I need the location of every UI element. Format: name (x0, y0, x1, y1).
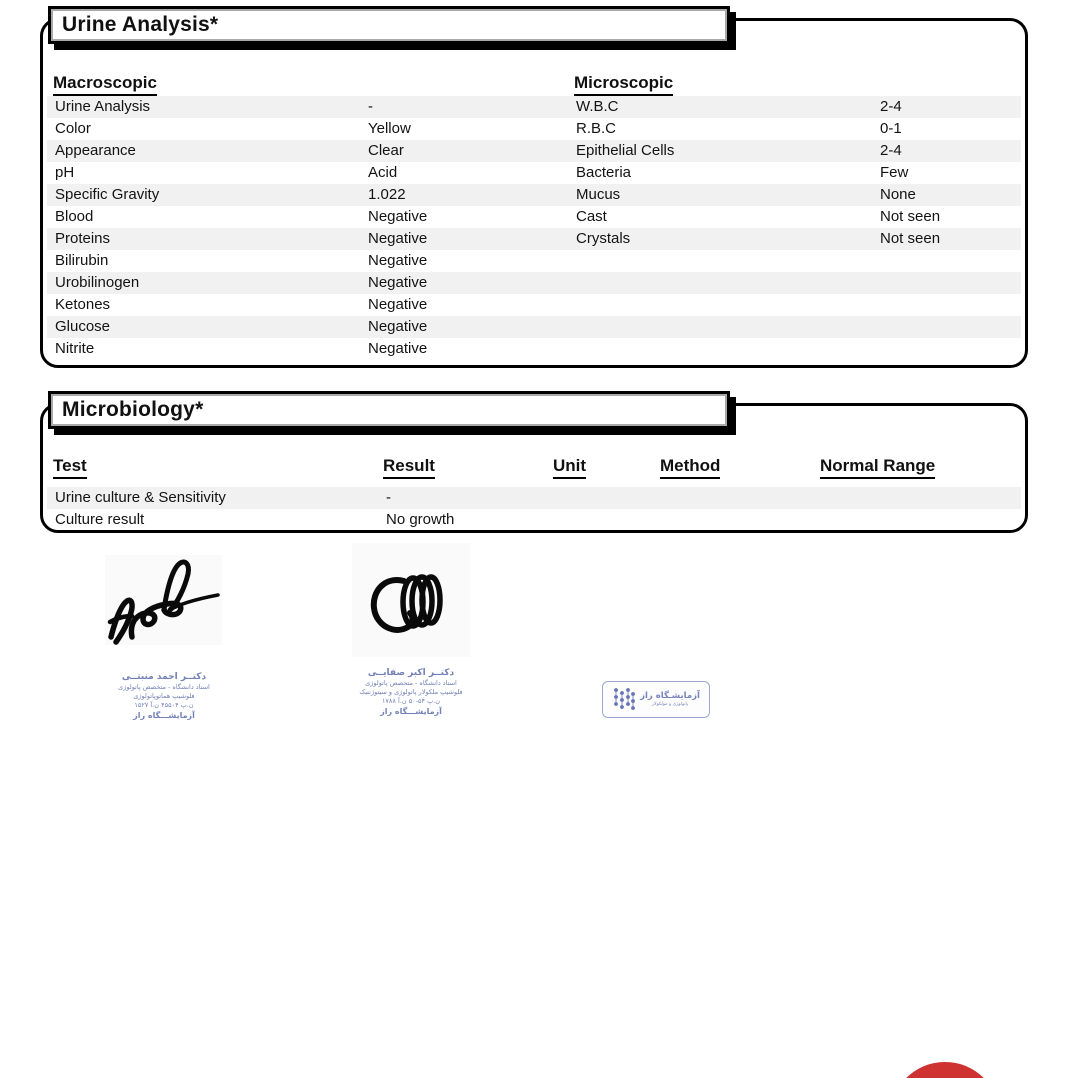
urine-analysis-title-box (48, 6, 730, 44)
macro-value: Clear (368, 142, 404, 159)
urine-analysis-panel (40, 18, 1028, 368)
stamp-doctor-name: دکتــر اکبر صفایــی (367, 668, 455, 678)
macro-label: pH (55, 164, 75, 181)
stamp-lab-name: آزمایشـــگاه راز (133, 711, 195, 720)
table-row (47, 162, 1021, 184)
stamp-line: استاد دانشگاه - متخصص پاتولوژی (118, 683, 210, 691)
doctor-stamp-2 (350, 667, 472, 717)
test-result: - (386, 489, 391, 506)
macro-value: Negative (368, 208, 428, 225)
signature-scribble-icon (105, 555, 222, 645)
urine-analysis-table (47, 96, 1021, 360)
test-name: Culture result (55, 511, 145, 528)
macroscopic-header: Macroscopic (53, 73, 157, 96)
table-row (47, 184, 1021, 206)
test-result: No growth (386, 511, 455, 528)
table-row (47, 250, 1021, 272)
col-header-normal-range: Normal Range (820, 456, 935, 479)
macro-label: Color (55, 120, 91, 137)
col-header-unit: Unit (553, 456, 586, 479)
macro-label: Bilirubin (55, 252, 109, 269)
doctor-signature-image-2 (352, 543, 470, 657)
table-row (47, 140, 1021, 162)
macro-value: - (368, 98, 373, 115)
micro-value: Not seen (880, 230, 941, 247)
stamp-lab-name: آزمایشـــگاه راز (380, 707, 442, 716)
micro-value: Not seen (880, 208, 941, 225)
doctor-stamp-1 (103, 671, 225, 721)
macro-value: Yellow (368, 120, 411, 137)
micro-value: None (880, 186, 916, 203)
signature-coil-icon (352, 543, 470, 657)
macro-value: Negative (368, 252, 428, 269)
micro-label: Crystals (576, 230, 631, 247)
micro-value: 0-1 (880, 120, 902, 137)
macro-label: Nitrite (55, 340, 95, 357)
table-row (47, 206, 1021, 228)
stamp-line: فلوشیپ ملکولار پاتولوژی و سیتوژنتیک (359, 688, 463, 696)
micro-label: Cast (576, 208, 607, 225)
macro-value: Acid (368, 164, 398, 181)
microbiology-title: Microbiology* (51, 394, 727, 426)
micro-label: Epithelial Cells (576, 142, 675, 159)
macro-label: Appearance (55, 142, 136, 159)
col-header-test: Test (53, 456, 87, 479)
urine-analysis-title: Urine Analysis* (51, 9, 727, 41)
microbiology-table (47, 487, 1021, 531)
table-row (47, 228, 1021, 250)
table-row (47, 316, 1021, 338)
red-circle-button[interactable] (890, 1062, 1000, 1078)
table-row (47, 487, 1021, 509)
macro-label: Proteins (55, 230, 111, 247)
macro-value: 1.022 (368, 186, 406, 203)
table-row (47, 96, 1021, 118)
table-row (47, 294, 1021, 316)
microscopic-header: Microscopic (574, 73, 673, 96)
micro-label: Bacteria (576, 164, 632, 181)
stamp-line: ن.پ ۵۴-۵۰ ن.آ ۱۷۸۸ (381, 697, 441, 705)
macro-value: Negative (368, 230, 428, 247)
table-row (47, 509, 1021, 531)
lab-stamp-name: آزمایشـگاه راز (640, 691, 700, 701)
macro-value: Negative (368, 340, 428, 357)
stamp-line: فلوشیپ هماتوپاتولوژی (133, 692, 195, 700)
macro-label: Urine Analysis (55, 98, 151, 115)
stamp-line: ن.پ ۴۵۵۰۴ ن.آ ۱۵۲۷ (134, 701, 194, 709)
lab-stamp-subtext: پاتولوژی و مولکولار (651, 702, 689, 707)
col-header-result: Result (383, 456, 435, 479)
macro-value: Negative (368, 274, 428, 291)
microbiology-title-box (48, 391, 730, 429)
micro-label: W.B.C (576, 98, 619, 115)
stamp-line: استاد دانشگاه - متخصص پاتولوژی (365, 679, 457, 687)
stamp-doctor-name: دکتــر احمد منبتــی (121, 672, 207, 682)
micro-label: Mucus (576, 186, 621, 203)
macro-value: Negative (368, 296, 428, 313)
macro-label: Specific Gravity (55, 186, 160, 203)
macro-label: Ketones (55, 296, 111, 313)
macro-label: Urobilinogen (55, 274, 140, 291)
micro-value: 2-4 (880, 98, 902, 115)
table-row (47, 272, 1021, 294)
doctor-signature-image-1 (105, 555, 222, 645)
macro-label: Blood (55, 208, 94, 225)
lab-stamp (602, 681, 710, 718)
table-row (47, 338, 1021, 360)
col-header-method: Method (660, 456, 720, 479)
macro-label: Glucose (55, 318, 111, 335)
micro-value: 2-4 (880, 142, 902, 159)
molecule-dots-icon (612, 686, 636, 714)
micro-label: R.B.C (576, 120, 617, 137)
micro-value: Few (880, 164, 909, 181)
test-name: Urine culture & Sensitivity (55, 489, 226, 506)
table-row (47, 118, 1021, 140)
macro-value: Negative (368, 318, 428, 335)
